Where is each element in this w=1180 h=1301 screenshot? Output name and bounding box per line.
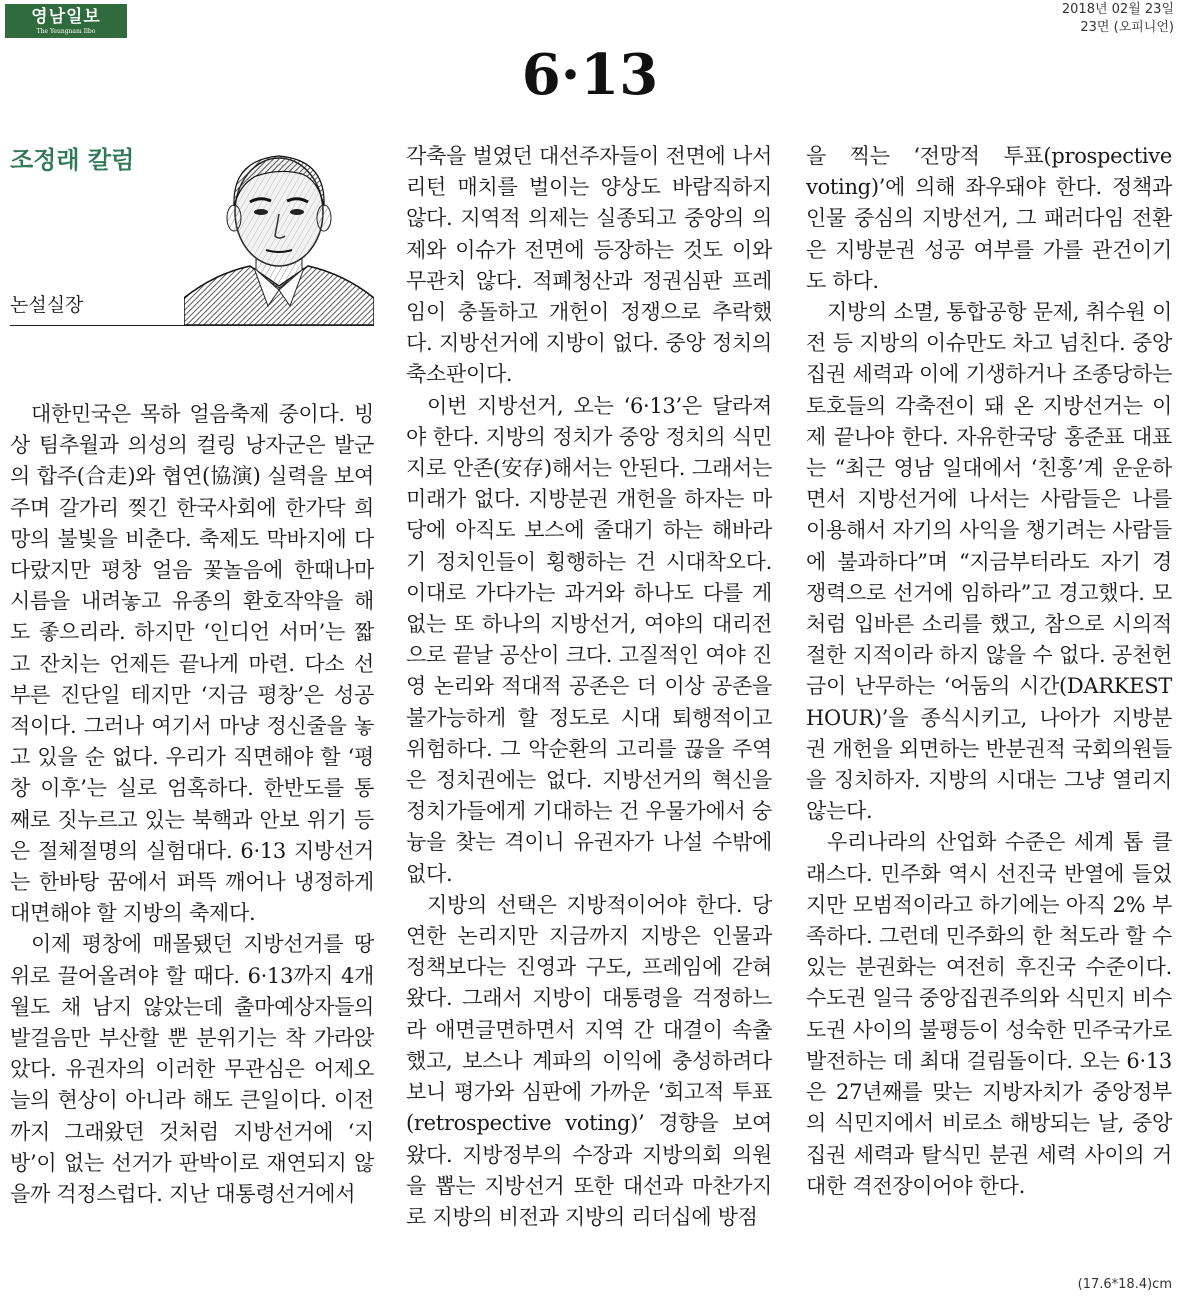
- article-column-2: [406, 141, 772, 1233]
- article-paragraph: 우리나라의 산업화 수준은 세계 톱 클래스다. 민주화 역시 선진국 반열에 들었지만 모범적이라고 하기에는 아직 2% 부족하다. 그런데 민주화의 한 척도라 할 수 있는 분권화는 여전히 후진국 수준이다. 수도권 일극 중앙집권주의와 식민지 비수도권 사이의 불평등이 성숙한 민주국가로 발전하는 데 최대 걸림돌이다. 오는 6·13은 27년째를 맞는 지방자치가 중앙정부의 식민지에서 비로소 해방되는 날, 중앙집권 세력과 탈식민 분권 세력 사이의 거대한 격전장이어야 한다.: [806, 830, 1172, 1198]
- article-paragraph: 이제 평창에 매몰됐던 지방선거를 땅위로 끌어올려야 할 때다. 6·13까지 4개월도 채 남지 않았는데 출마예상자들의 발걸음만 부산할 뿐 분위기는 착 가라앉았다. 유권자의 이러한 무관심은 어제오늘의 현상이 아니라 해도 큰일이다. 이전까지 그래왔던 것처럼 지방선거에 ‘지방’이 없는 선거가 판박이로 재연되지 않을까 걱정스럽다. 지난 대통령선거에서: [10, 932, 374, 1207]
- article-column-1: [10, 399, 374, 1210]
- page-number: 23면 (오피니언): [1080, 20, 1174, 35]
- article-paragraph: 이번 지방선거, 오는 ‘6·13’은 달라져야 한다. 지방의 정치가 중앙 정치의 식민지로 안존(安存)해서는 안된다. 그래서는 미래가 없다. 지방분권 개헌을 하자는 마당에 아직도 보스에 줄대기 하는 해바라기 정치인들이 횡행하는 건 시대착오다. 이대로 가다가는 과거와 하나도 다를 게 없는 또 하나의 지방선거, 여야의 대리전으로 끝날 공산이 크다. 고질적인 여야 진영 논리와 적대적 공존은 더 이상 공존을 불가능하게 할 정도로 시대 퇴행적이고 위험하다. 그 악순환의 고리를 끊을 주역은 정치권에는 없다. 지방선거의 혁신을 정치가들에게 기대하는 건 우물가에서 숭늉을 찾는 격이니 유권자가 나설 수밖에 없다.: [406, 393, 772, 886]
- article-column-3: [806, 141, 1172, 1202]
- author-portrait-icon: [184, 146, 374, 325]
- article-paragraph: 지방의 선택은 지방적이어야 한다. 당연한 논리지만 지금까지 지방은 인물과 정책보다는 진영과 구도, 프레임에 갇혀 왔다. 그래서 지방이 대통령을 걱정하느라 애면글면하면서 지역 간 대결이 속출했고, 보스나 계파의 이익에 충성하려다 보니 평가와 심판에 가까운 ‘회고적 투표(retrospective voting)’ 경향을 보여 왔다. 지방정부의 수장과 지방의회 의원을 뽑는 지방선거 또한 대선과 마찬가지로 지방의 비전과 지방의 리더십에 방점: [406, 892, 772, 1229]
- publication-date: 2018년 02월 23일: [1061, 2, 1174, 17]
- column-series-title: 조정래 칼럼: [10, 146, 135, 174]
- column-header-divider: [10, 325, 374, 326]
- article-paragraph: 대한민국은 목하 얼음축제 중이다. 빙상 팀추월과 의성의 컬링 낭자군은 발군의 합주(合走)와 협연(協演) 실력을 보여주며 갈가리 찢긴 한국사회에 한가닥 희망의 불빛을 비춘다. 축제도 막바지에 다다랐지만 평창 얼음 꽃놀음에 한때나마 시름을 내려놓고 유종의 환호작약을 해도 좋으리라. 하지만 ‘인디언 서머’는 짧고 잔치는 언제든 끝나게 마련. 다소 선부른 진단일 테지만 ‘지금 평창’은 성공적이다. 그러나 여기서 마냥 정신줄을 놓고 있을 순 없다. 우리가 직면해야 할 ‘평창 이후’는 실로 엄혹하다. 한반도를 통째로 짓누르고 있는 북핵과 안보 위기 등은 절체절명의 실험대다. 6·13 지방선거는 한바탕 꿈에서 퍼뜩 깨어나 냉정하게 대면해야 할 지방의 축제다.: [10, 402, 374, 926]
- author-role: 논설실장: [10, 294, 84, 316]
- article-paragraph: 각축을 벌였던 대선주자들이 전면에 나서 리턴 매치를 벌이는 양상도 바람직하지 않다. 지역적 의제는 실종되고 중앙의 의제와 이슈가 전면에 등장하는 것도 이와 무관치 않다. 적폐청산과 정권심판 프레임이 충돌하고 개헌이 정쟁으로 추락했다. 지방선거에 지방이 없다. 중앙 정치의 축소판이다.: [406, 144, 772, 387]
- publication-info: [1062, 1, 1174, 37]
- logo-subtext: The Yeungnam Ilbo: [36, 28, 96, 35]
- article-paragraph: 을 찍는 ‘전망적 투표(prospective voting)’에 의해 좌우돼야 한다. 정책과 인물 중심의 지방선거, 그 패러다임 전환은 지방분권 성공 여부를 가를 관건이기도 하다.: [806, 144, 1172, 293]
- article-paragraph: 지방의 소멸, 통합공항 문제, 취수원 이전 등 지방의 이슈만도 차고 넘친다. 중앙집권 세력과 이에 기생하거나 조종당하는 토호들의 각축전이 돼 온 지방선거는 이제 끝나야 한다. 자유한국당 홍준표 대표는 “최근 영남 일대에서 ‘친홍’계 운운하면서 지방선거에 나서는 사람들은 나를 이용해서 자기의 사익을 챙기려는 사람들에 불과하다”며 “지금부터라도 자기 경쟁력으로 선거에 임하라”고 경고했다. 모처럼 입바른 소리를 했고, 참으로 시의적절한 지적이라 하지 않을 수 없다. 공천헌금이 난무하는 ‘어둠의 시간(DARKEST HOUR)’을 종식시키고, 나아가 지방분권 개헌을 외면하는 반분권적 국회의원들을 징치하자. 지방의 시대는 그냥 열리지 않는다.: [806, 300, 1172, 824]
- newspaper-logo: [5, 4, 127, 38]
- article-headline: 6·13: [521, 42, 659, 108]
- article-size-note: (17.6*18.4)cm: [1077, 1277, 1172, 1292]
- logo-text: 영남일보: [31, 7, 101, 27]
